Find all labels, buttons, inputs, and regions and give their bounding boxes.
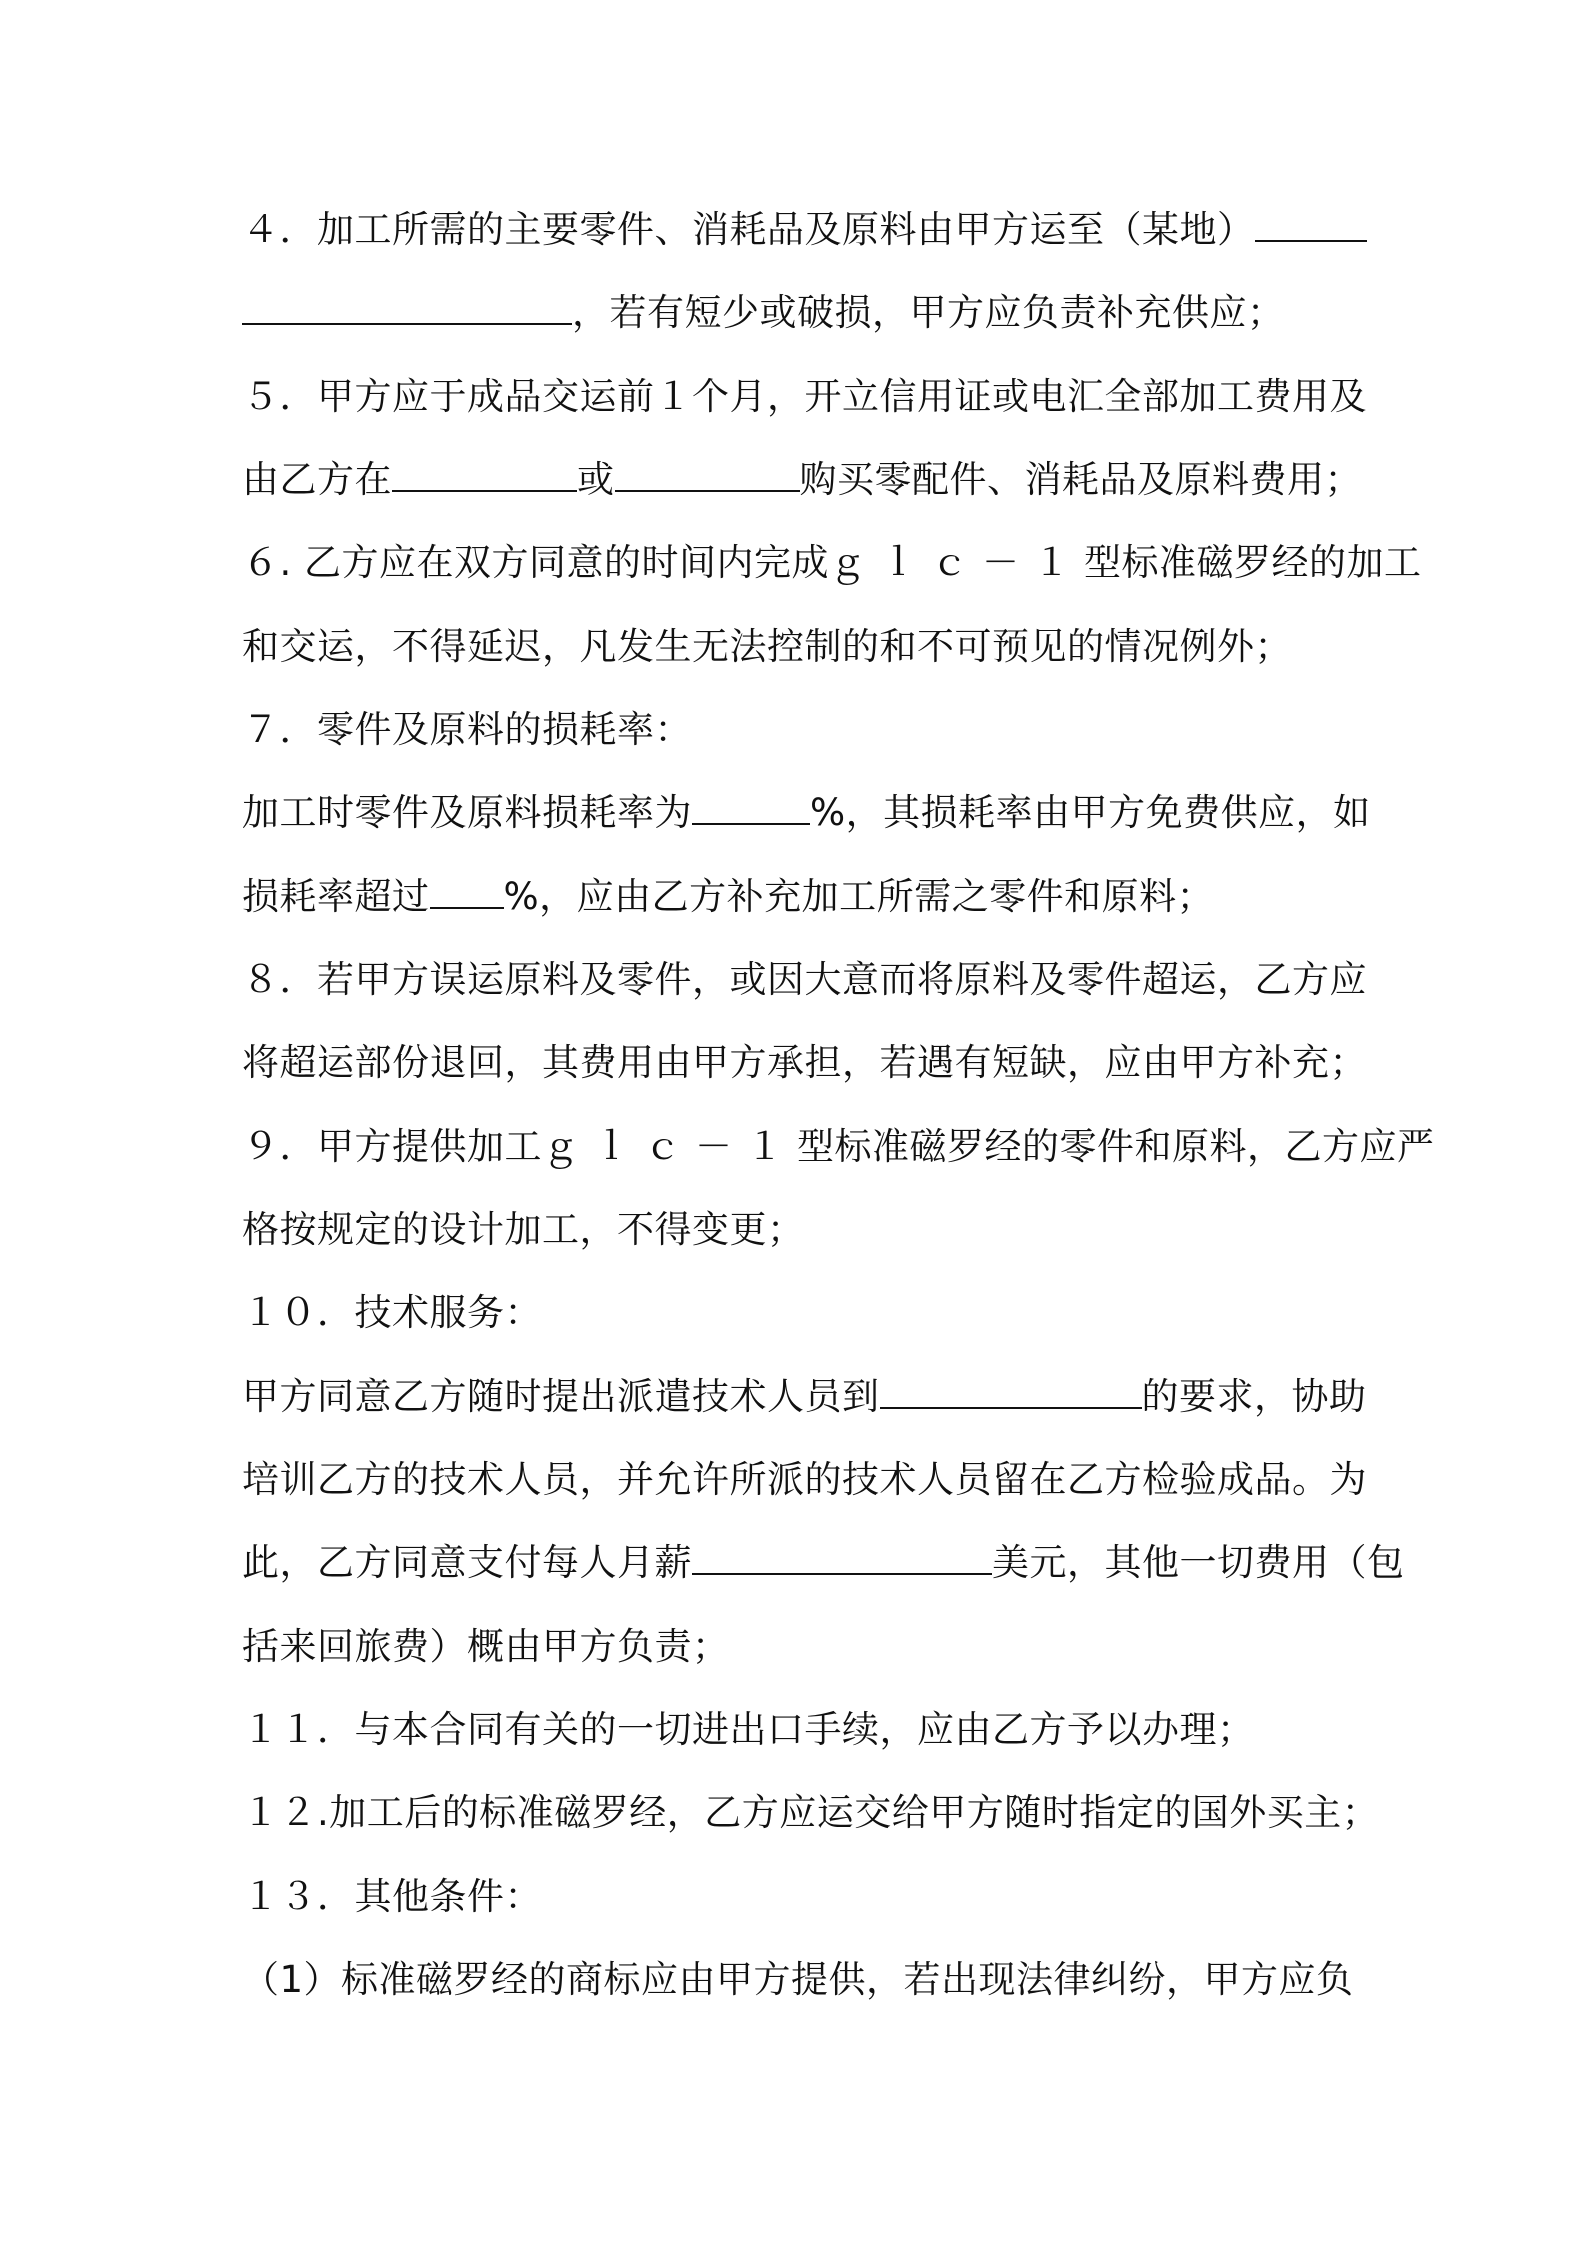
purchase-place-blank-2[interactable] <box>615 456 800 492</box>
clause-7-heading <box>242 705 1352 755</box>
clause-10-title: １０．技术服务： <box>242 1291 542 1334</box>
clause-5-text-c: 购买零配件、消耗品及原料费用； <box>799 458 1362 501</box>
clause-9-line-2 <box>242 1205 1352 1255</box>
dispatch-location-blank[interactable] <box>880 1373 1142 1409</box>
clause-5-text: ５．甲方应于成品交运前１个月，开立信用证或电汇全部加工费用及 <box>242 375 1367 418</box>
clause-6-line-1 <box>242 538 1422 588</box>
clause-5-text-a: 由乙方在 <box>242 458 392 501</box>
clause-7-text-d: %，应由乙方补充加工所需之零件和原料； <box>503 875 1215 918</box>
clause-10-text-a: 甲方同意乙方随时提出派遣技术人员到 <box>242 1375 880 1418</box>
clause-8-text: ８．若甲方误运原料及零件，或因大意而将原料及零件超运，乙方应 <box>242 958 1367 1001</box>
clause-7-text-a: 加工时零件及原料损耗率为 <box>242 791 692 834</box>
clause-9-text-b: 型标准磁罗经的零件和原料，乙方应严 <box>797 1125 1435 1168</box>
clause-4-line-1 <box>242 205 1352 255</box>
model-code: ｇｌｃ－１ <box>829 541 1085 584</box>
clause-4-line-2 <box>242 288 1352 338</box>
clause-10-text-e: 美元，其他一切费用（包 <box>992 1541 1405 1584</box>
model-code-2: ｇｌｃ－１ <box>542 1125 797 1168</box>
clause-13-item-1 <box>242 1955 1352 2005</box>
clause-5-line-1 <box>242 372 1367 422</box>
clause-7-title: ７．零件及原料的损耗率： <box>242 708 692 751</box>
monthly-salary-blank[interactable] <box>692 1539 992 1575</box>
location-blank-continued[interactable] <box>242 289 572 325</box>
clause-9-text-a: ９．甲方提供加工 <box>242 1125 542 1168</box>
clause-8-line-2 <box>242 1038 1367 1088</box>
clause-13-item-1-text: （1）标准磁罗经的商标应由甲方提供，若出现法律纠纷，甲方应负 <box>242 1958 1354 2001</box>
clause-9-text-2: 格按规定的设计加工，不得变更； <box>242 1208 805 1251</box>
clause-12-text: １２.加工后的标准磁罗经，乙方应运交给甲方随时指定的国外买主； <box>242 1791 1380 1834</box>
purchase-place-blank-1[interactable] <box>392 456 577 492</box>
location-blank[interactable] <box>1255 206 1367 242</box>
clause-4-text: ４．加工所需的主要零件、消耗品及原料由甲方运至（某地） <box>242 208 1255 251</box>
clause-6-text-a: ６. 乙方应在双方同意的时间内完成 <box>242 541 830 584</box>
clause-9-line-1 <box>242 1122 1435 1172</box>
clause-7-text-c: 损耗率超过 <box>242 875 430 918</box>
loss-rate-blank[interactable] <box>692 789 810 825</box>
clause-6-line-2 <box>242 622 1352 672</box>
clause-11-line <box>242 1705 1352 1755</box>
clause-10-text-c: 培训乙方的技术人员，并允许所派的技术人员留在乙方检验成品。为 <box>242 1458 1367 1501</box>
clause-6-text-2: 和交运，不得延迟，凡发生无法控制的和不可预见的情况例外； <box>242 625 1292 668</box>
clause-6-text-b: 型标准磁罗经的加工 <box>1084 541 1422 584</box>
clause-4-text-2: ，若有短少或破损，甲方应负责补充供应； <box>572 291 1285 334</box>
clause-7-line-2 <box>242 872 1352 922</box>
clause-10-line-2 <box>242 1455 1367 1505</box>
clause-13-title: １３．其他条件： <box>242 1875 542 1918</box>
clause-7-line-1 <box>242 788 1371 838</box>
clause-5-text-b: 或 <box>577 458 615 501</box>
clause-10-line-4 <box>242 1622 1352 1672</box>
clause-10-heading <box>242 1288 1352 1338</box>
clause-11-text: １１．与本合同有关的一切进出口手续，应由乙方予以办理； <box>242 1708 1255 1751</box>
clause-10-text-b: 的要求，协助 <box>1141 1375 1367 1418</box>
clause-10-text-f: 括来回旅费）概由甲方负责； <box>242 1625 730 1668</box>
clause-12-line <box>242 1788 1380 1838</box>
clause-8-text-2: 将超运部份退回，其费用由甲方承担，若遇有短缺，应由甲方补充； <box>242 1041 1367 1084</box>
clause-10-line-1 <box>242 1372 1367 1422</box>
clause-10-text-d: 此，乙方同意支付每人月薪 <box>242 1541 692 1584</box>
clause-7-text-b: %，其损耗率由甲方免费供应，如 <box>810 791 1371 834</box>
clause-8-line-1 <box>242 955 1367 1005</box>
clause-5-line-2 <box>242 455 1362 505</box>
max-loss-rate-blank[interactable] <box>430 873 504 909</box>
clause-13-heading <box>242 1872 1352 1922</box>
clause-10-line-3 <box>242 1538 1405 1588</box>
